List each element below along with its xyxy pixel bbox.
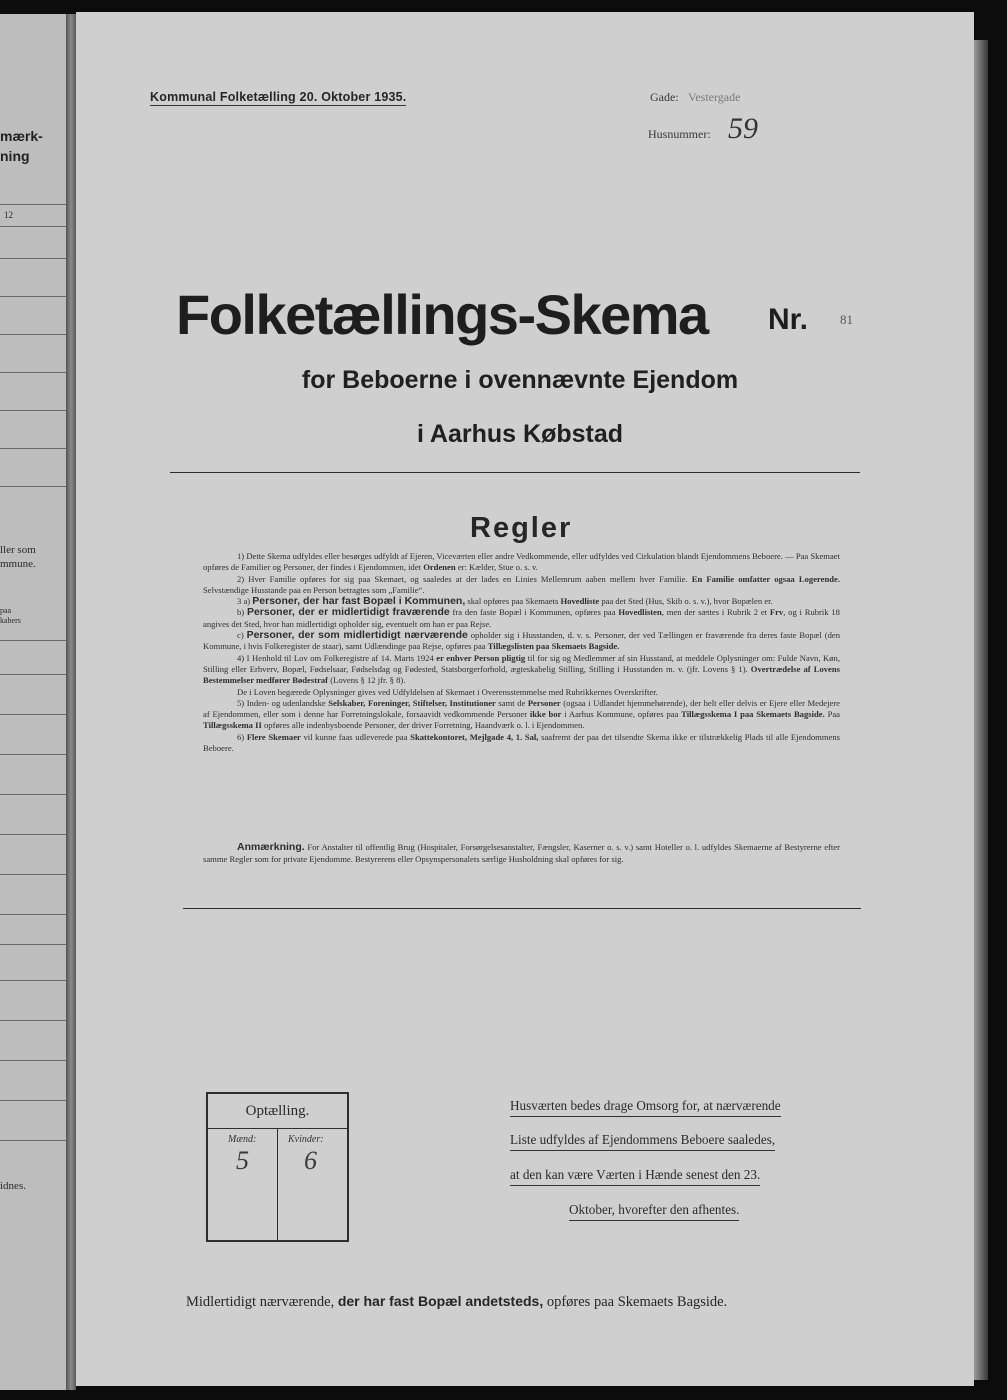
tally-title: Optælling. <box>245 1103 310 1119</box>
left-page-fragment: mærk- <box>0 128 43 144</box>
left-page-rule <box>0 944 66 945</box>
left-page-rule <box>0 794 66 795</box>
book-gutter <box>66 14 76 1390</box>
left-page-fragment: ller som <box>0 544 36 556</box>
rule-6: 6) Flere Skemaer vil kunne faas udleverede paa Skattekontoret, Mejlgade 4, 1. Sal, saafremt der paa det tilsendte Skema ikke er tilstrækkelig Plads til alle Ejendommens Beboere. <box>203 731 840 754</box>
census-header: Kommunal Folketælling 20. Oktober 1935. <box>150 90 407 104</box>
left-page-fragment: mmune. <box>0 558 36 570</box>
left-page-fragment: paa <box>0 606 12 615</box>
left-page-rule <box>0 914 66 915</box>
left-page-rule <box>0 1060 66 1061</box>
left-page-rule <box>0 980 66 981</box>
rule-1: 1) Dette Skema udfyldes eller besørges udfyldt af Ejeren, Viceværten eller andre Vedkommende, eller udfyldes ved Cirkulation blandt Ejendommens Beboere. — Paa Skemaet opføres de Familier og Personer, der findes i Ejendommen, idet Ordenen er: Kælder, Stue o. s. v. <box>203 551 840 573</box>
left-page-rule <box>0 448 66 449</box>
left-page-rule <box>0 1140 66 1141</box>
form-number-label: Nr. <box>768 303 809 336</box>
form-subtitle: for Beboerne i ovennævnte Ejendom <box>301 366 739 394</box>
rule-3b: b) Personer, der er midlertidigt fraværende fra den faste Bopæl i Kommunen, opføres paa Hovedlisten, men der sættes i Rubrik 2 et Frv, og i Rubrik 18 angives det Sted, hvor han midlertidigt opholder sig, eventuelt om han er paa Rejse. <box>203 606 840 629</box>
tally-column-divider <box>277 1129 278 1240</box>
left-page-rule <box>0 226 66 227</box>
men-label: Mænd: <box>228 1134 257 1145</box>
left-page-rule <box>0 1100 66 1101</box>
rules-heading: Regler <box>470 512 573 544</box>
house-number-handwritten: 59 <box>728 112 758 145</box>
left-page-rule <box>0 714 66 715</box>
landlord-notice-line: Liste udfyldes af Ejendommens Beboere saaledes, <box>510 1132 840 1148</box>
house-number-label: Husnummer: <box>648 127 711 141</box>
title-divider <box>170 472 860 473</box>
landlord-notice-line: Oktober, hvorefter den afhentes. <box>569 1202 899 1218</box>
left-page-fragment: ning <box>0 148 30 164</box>
left-page-rule <box>0 296 66 297</box>
left-page-rule <box>0 258 66 259</box>
landlord-notice-line: Husværten bedes drage Omsorg for, at nærværende <box>510 1098 840 1114</box>
street-label: Gade: <box>650 90 679 104</box>
rule-5: 5) Inden- og udenlandske Selskaber, Foreninger, Stiftelser, Institutioner samt de Personer (ogsaa i Udlandet hjemmehørende), der helt eller delvis er Ejere eller Medejere af Ejendommen, eller som i denne har Forretningslokale, forsaavidt vedkommende Personer ikke bor i Aarhus Kommune, opføres paa Tillægsskema I paa Skemaets Bagside. Paa Tillægsskema II opføres alle indenbysboende Personer, der driver Forretning, Haandværk o. l. i Ejendommen. <box>203 697 840 731</box>
rule-2: 2) Hver Familie opføres for sig paa Skemaet, og saaledes at der lades en Linies Mellemrum aaben mellem hver Familie. En Familie omfatter ogsaa Logerende. Selvstændige Husstande paa en Person betragtes som „Familie“. <box>203 573 841 595</box>
rule-3a: 3 a) Personer, der har fast Bopæl i Kommunen, skal opføres paa Skemaets Hovedliste paa det Sted (Hus, Skib o. s. v.), hvor Bopælen er. <box>237 595 773 608</box>
left-page-fragment: 12 <box>4 210 13 220</box>
rule-3c: c) Personer, der som midlertidigt nærværende opholder sig i Husstanden, d. v. s. Personer, der ved Tællingen er fraværende fra deres faste Bopæl (den Kommune, i hvis Folkeregister de staar), samt Udlændinge paa Rejse, opføres paa Tillægslisten paa Skemaets Bagside. <box>203 629 840 652</box>
rule-4: 4) I Henhold til Lov om Folkeregistre af 14. Marts 1924 er enhver Person pligtig til for sig og Medlemmer af sin Husstand, at meddele Oplysninger om: Fulde Navn, Køn, Stilling eller Erhverv, Bopæl, Fødselsaar, Fødselsdag og Fødested, Statsborgerforhold, ægteskabelig Stilling, Stilling i Husstanden m. v. (jfr. Lovens § 1). Overtrædelse af Lovens Bestemmelser medfører Bødestraf (Lovens § 12 jfr. § 8). <box>203 652 840 686</box>
form-municipality: i Aarhus Købstad <box>416 420 624 448</box>
left-page-rule <box>0 410 66 411</box>
left-page-fragment: kabers <box>0 616 21 625</box>
landlord-notice-line: at den kan være Værten i Hænde senest den 23. <box>510 1167 840 1183</box>
men-count-handwritten: 5 <box>236 1146 249 1175</box>
street-value: Vestergade <box>688 90 741 104</box>
footer-instruction: Midlertidigt nærværende, der har fast Bopæl andetsteds, opføres paa Skemaets Bagside. <box>186 1293 728 1310</box>
left-page-rule <box>0 486 66 487</box>
rules-divider <box>183 908 861 909</box>
women-label: Kvinder: <box>288 1134 324 1145</box>
left-page-rule <box>0 834 66 835</box>
left-page-rule <box>0 640 66 641</box>
page-edge-shadow <box>974 40 988 1380</box>
left-page-rule <box>0 204 66 205</box>
left-page-rule <box>0 372 66 373</box>
left-page-rule <box>0 334 66 335</box>
form-number-value: 81 <box>840 312 853 327</box>
left-page-rule <box>0 1020 66 1021</box>
form-title: Folketællings-Skema <box>176 283 708 346</box>
left-page-fragment: idnes. <box>0 1180 26 1192</box>
rules-text <box>203 551 840 754</box>
tally-box <box>206 1092 349 1242</box>
women-count-handwritten: 6 <box>304 1146 317 1175</box>
left-page-rule <box>0 674 66 675</box>
remark-label: Anmærkning. <box>237 841 305 853</box>
left-page-rule <box>0 874 66 875</box>
remark-paragraph: Anmærkning. For Anstalter til offentlig Brug (Hospitaler, Forsørgelsesanstalter, Fængsler, Kaserner o. s. v.) samt Hoteller o. l. udfyldes Skemaerne af Bestyrerne efter samme Regler som for private Ejendomme. Bestyrerens eller Opsynspersonalets særlige Husholdning skal opføres for sig. <box>203 841 840 864</box>
rule-4-cont: De i Loven begærede Oplysninger gives ved Udfyldelsen af Skemaet i Overensstemmelse med Rubrikkernes Overskrifter. <box>237 686 658 697</box>
left-page-rule <box>0 754 66 755</box>
left-facing-page <box>0 14 66 1390</box>
